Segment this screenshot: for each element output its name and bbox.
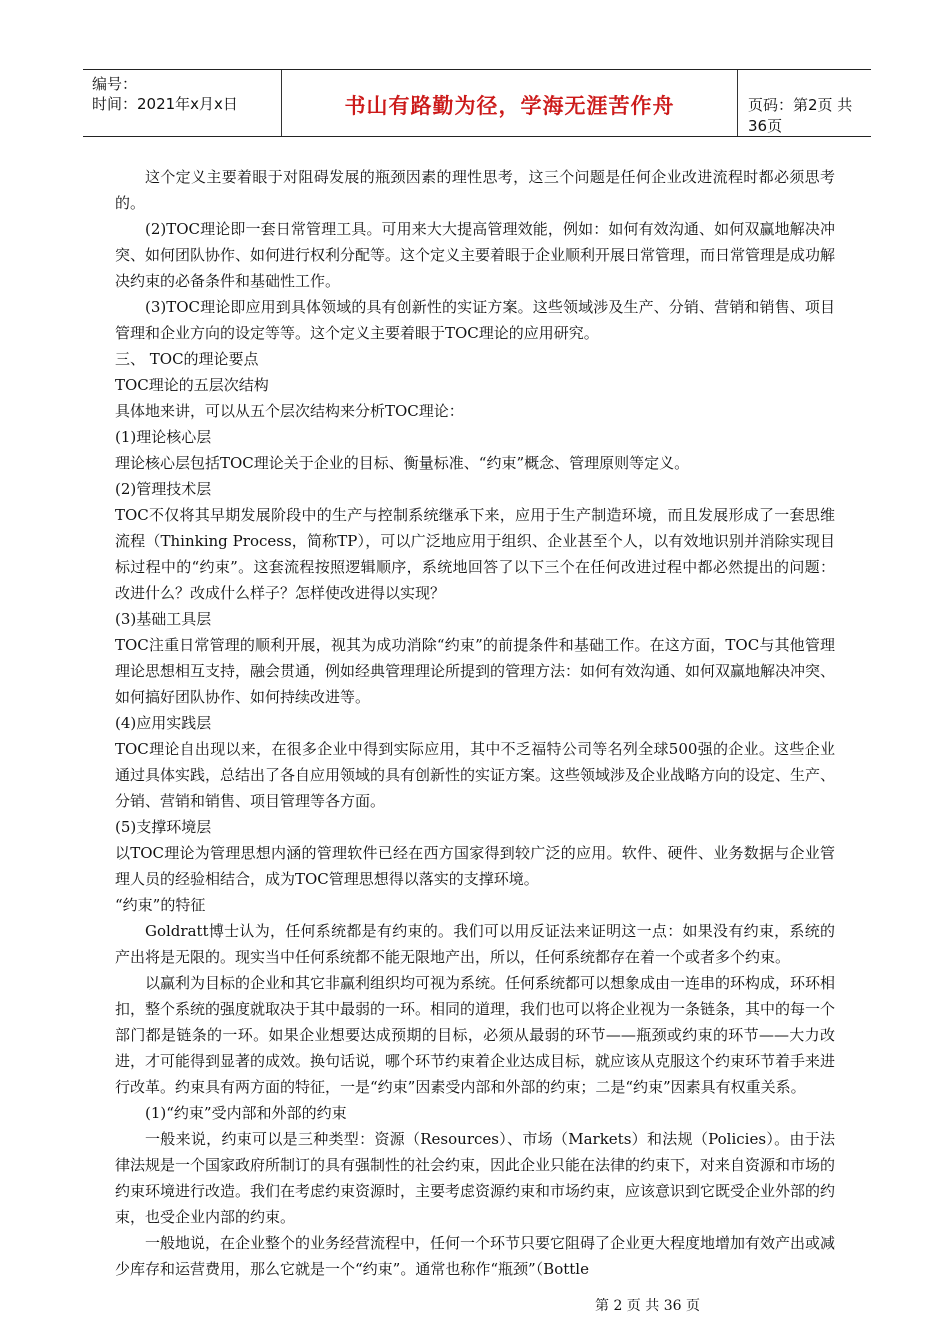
page-footer: 第 2 页 共 36 页 (595, 1298, 700, 1314)
page-header (83, 69, 871, 137)
body-paragraph: 三、 TOC的理论要点 (115, 350, 259, 368)
body-paragraph: (2)管理技术层 (115, 480, 212, 498)
body-paragraph: 具体地来讲，可以从五个层次结构来分析TOC理论： (115, 402, 464, 420)
body-paragraph: (3)基础工具层 (115, 610, 212, 628)
body-paragraph: (5)支撑环境层 (115, 818, 212, 836)
body-paragraph: 理论核心层包括TOC理论关于企业的目标、衡量标准、“约束”概念、管理原则等定义。 (115, 454, 690, 472)
document-number-label: 编号： (92, 75, 138, 93)
page-code: 页码：第2页 共36页 (748, 96, 853, 135)
body-paragraph: “约束”的特征 (115, 896, 206, 914)
body-paragraph: 一般地说，在企业整个的业务经营流程中，任何一个环节只要它阻碍了企业更大程度地增加有效产出或减少库存和运营费用，那么它就是一个“约束”。通常也称作“瓶颈”（Bottle (115, 1234, 836, 1278)
body-paragraph: 一般来说，约束可以是三种类型：资源（Resources）、市场（Markets）和法规（Policies）。由于法律法规是一个国家政府所制订的具有强制性的社会约束，因此企业只能在法律的约束下，对来自资源和市场的约束环境进行改造。我们在考虑约束资源时，主要考虑资源约束和市场约束，应该意识到它既受企业外部的约束，也受企业内部的约束。 (115, 1130, 836, 1226)
body-paragraph: Goldratt博士认为，任何系统都是有约束的。我们可以用反证法来证明这一点：如果没有约束，系统的产出将是无限的。现实当中任何系统都不能无限地产出，所以，任何系统都存在着一个或者多个约束。 (115, 922, 835, 966)
body-paragraph: (1)“约束”受内部和外部的约束 (145, 1104, 347, 1122)
body-paragraph: 以TOC理论为管理思想内涵的管理软件已经在西方国家得到较广泛的应用。软件、硬件、业务数据与企业管理人员的经验相结合，成为TOC管理思想得以落实的支撑环境。 (115, 844, 835, 888)
body-paragraph: TOC不仅将其早期发展阶段中的生产与控制系统继承下来，应用于生产制造环境，而且发展形成了一套思维流程（Thinking Process，简称TP），可以广泛地应用于组织、企业甚至个人，以有效地识别并消除实现目标过程中的“约束”。这套流程按照逻辑顺序，系统地回答了以下三个在任何改进过程中都必然提出的问题：改进什么？改成什么样子？怎样使改进得以实现？ (115, 506, 835, 602)
header-motto-cell (281, 70, 738, 136)
header-motto: 书山有路勤为径，学海无涯苦作舟 (344, 94, 675, 118)
body-paragraph: (1)理论核心层 (115, 428, 212, 446)
document-body (115, 164, 835, 1282)
body-paragraph: TOC理论自出现以来，在很多企业中得到实际应用，其中不乏福特公司等名列全球500强的企业。这些企业通过具体实践，总结出了各自应用领域的具有创新性的实证方案。这些领域涉及企业战略方向的设定、生产、分销、营销和销售、项目管理等各方面。 (115, 740, 836, 810)
body-paragraph: (3)TOC理论即应用到具体领域的具有创新性的实证方案。这些领域涉及生产、分销、营销和销售、项目管理和企业方向的设定等等。这个定义主要着眼于TOC理论的应用研究。 (115, 298, 835, 342)
header-right-cell (736, 70, 871, 136)
header-left-cell (83, 70, 281, 136)
document-date-label: 时间：2021年x月x日 (92, 95, 238, 113)
body-paragraph: 以赢利为目标的企业和其它非赢利组织均可视为系统。任何系统都可以想象成由一连串的环构成，环环相扣，整个系统的强度就取决于其中最弱的一环。相同的道理，我们也可以将企业视为一条链条，其中的每一个部门都是链条的一环。如果企业想要达成预期的目标，必须从最弱的环节——瓶颈或约束的环节——大力改进，才可能得到显著的成效。换句话说，哪个环节约束着企业达成目标，就应该从克服这个约束环节着手来进行改革。约束具有两方面的特征，一是“约束”因素受内部和外部的约束；二是“约束”因素具有权重关系。 (115, 974, 836, 1096)
body-paragraph: (2)TOC理论即一套日常管理工具。可用来大大提高管理效能，例如：如何有效沟通、如何双赢地解决冲突、如何团队协作、如何进行权利分配等。这个定义主要着眼于企业顺利开展日常管理，而日常管理是成功解决约束的必备条件和基础性工作。 (115, 220, 836, 290)
body-paragraph: TOC理论的五层次结构 (115, 376, 269, 394)
body-paragraph: 这个定义主要着眼于对阻碍发展的瓶颈因素的理性思考，这三个问题是任何企业改进流程时都必须思考的。 (115, 168, 835, 212)
body-paragraph: (4)应用实践层 (115, 714, 212, 732)
body-paragraph: TOC注重日常管理的顺利开展，视其为成功消除“约束”的前提条件和基础工作。在这方面，TOC与其他管理理论思想相互支持，融会贯通，例如经典管理理论所提到的管理方法：如何有效沟通、如何双赢地解决冲突、如何搞好团队协作、如何持续改进等。 (115, 636, 836, 706)
